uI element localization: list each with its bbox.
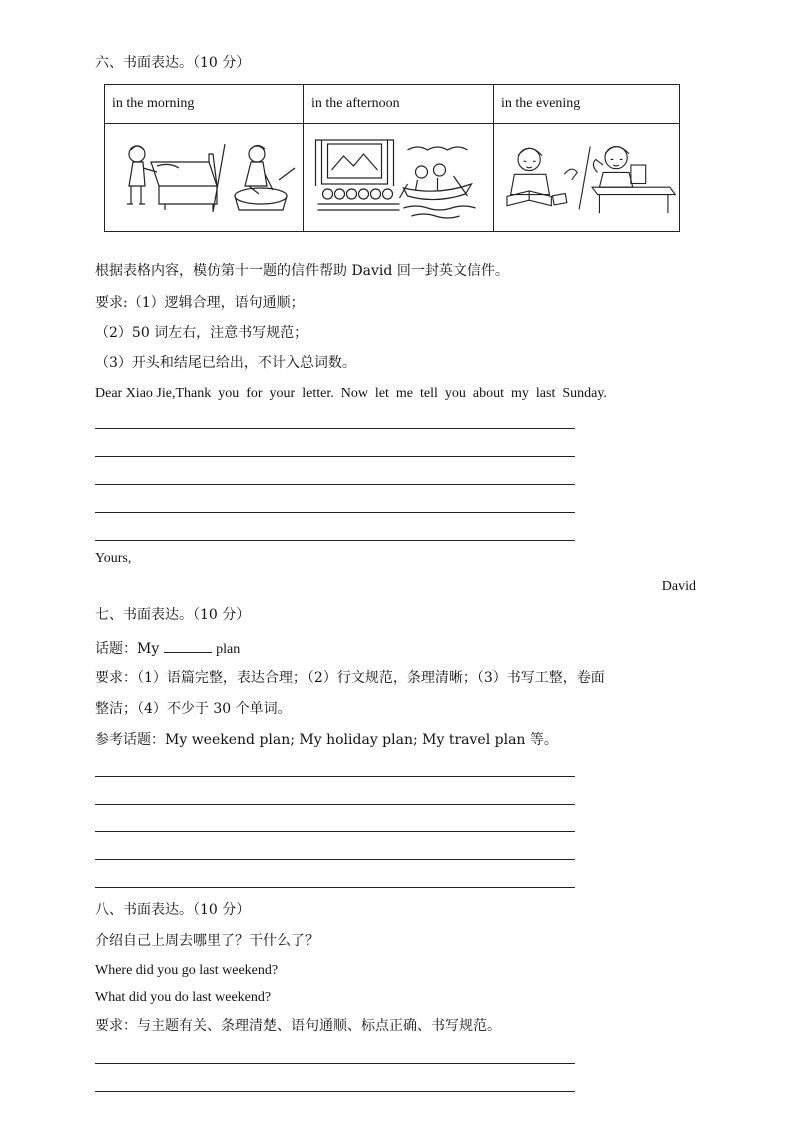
q8-question-1: Where did you go last weekend? xyxy=(95,963,279,978)
q8-question-2: What did you do last weekend? xyxy=(95,990,272,1005)
q8-heading: 八、书面表达。（10 分） xyxy=(95,902,251,918)
q8-requirement: 要求：与主题有关、条理清楚、语句通顺、标点正确、书写规范。 xyxy=(95,1018,501,1034)
q6-instruction: 根据表格内容，模仿第十一题的信件帮助 David 回一封英文信件。 xyxy=(95,263,509,279)
writing-line[interactable] xyxy=(95,859,575,860)
morning-illustration xyxy=(105,124,303,231)
writing-line[interactable] xyxy=(95,1091,575,1092)
writing-line[interactable] xyxy=(95,776,575,777)
writing-line[interactable] xyxy=(95,1063,575,1064)
evening-illustration xyxy=(494,124,679,231)
afternoon-illustration xyxy=(304,124,493,231)
q6-requirement-1: 要求:（1）逻辑合理，语句通顺； xyxy=(95,295,305,311)
writing-line[interactable] xyxy=(95,540,575,541)
q7-topic-suffix: plan xyxy=(216,642,241,657)
q7-reference-topics: 参考话题：My weekend plan; My holiday plan; My travel plan 等。 xyxy=(95,732,558,748)
activity-table xyxy=(104,84,680,232)
letter-signature: David xyxy=(661,579,696,594)
writing-line[interactable] xyxy=(95,456,575,457)
q6-requirement-3: （3）开头和结尾已给出，不计入总词数。 xyxy=(95,355,356,371)
q7-topic xyxy=(95,638,240,659)
writing-line[interactable] xyxy=(95,887,575,888)
q7-requirement-line-2: 整洁；（4）不少于 30 个单词。 xyxy=(95,701,292,717)
letter-closing: Yours, xyxy=(95,551,132,566)
q7-requirement-line-1: 要求：（1）语篇完整，表达合理；（2）行文规范，条理清晰；（3）书写工整，卷面 xyxy=(95,670,605,686)
q7-topic-blank[interactable] xyxy=(164,638,212,653)
table-header-evening: in the evening xyxy=(494,85,680,124)
table-header-afternoon: in the afternoon xyxy=(304,85,494,124)
morning-picture-cell xyxy=(105,124,304,232)
writing-line[interactable] xyxy=(95,804,575,805)
q6-requirement-2: （2）50 词左右，注意书写规范； xyxy=(95,325,309,341)
q6-heading: 六、书面表达。（10 分） xyxy=(95,55,251,71)
letter-opening: Dear Xiao Jie,Thank you for your letter. Now let me tell you about my last Sunday. xyxy=(95,386,607,401)
q7-topic-prefix: 话题：My xyxy=(95,641,160,657)
q8-prompt: 介绍自己上周去哪里了？干什么了？ xyxy=(95,933,319,949)
afternoon-picture-cell xyxy=(304,124,494,232)
writing-line[interactable] xyxy=(95,512,575,513)
table-header-morning: in the morning xyxy=(105,85,304,124)
q7-heading: 七、书面表达。（10 分） xyxy=(95,607,251,623)
writing-line[interactable] xyxy=(95,831,575,832)
writing-line[interactable] xyxy=(95,428,575,429)
evening-picture-cell xyxy=(494,124,680,232)
writing-line[interactable] xyxy=(95,484,575,485)
